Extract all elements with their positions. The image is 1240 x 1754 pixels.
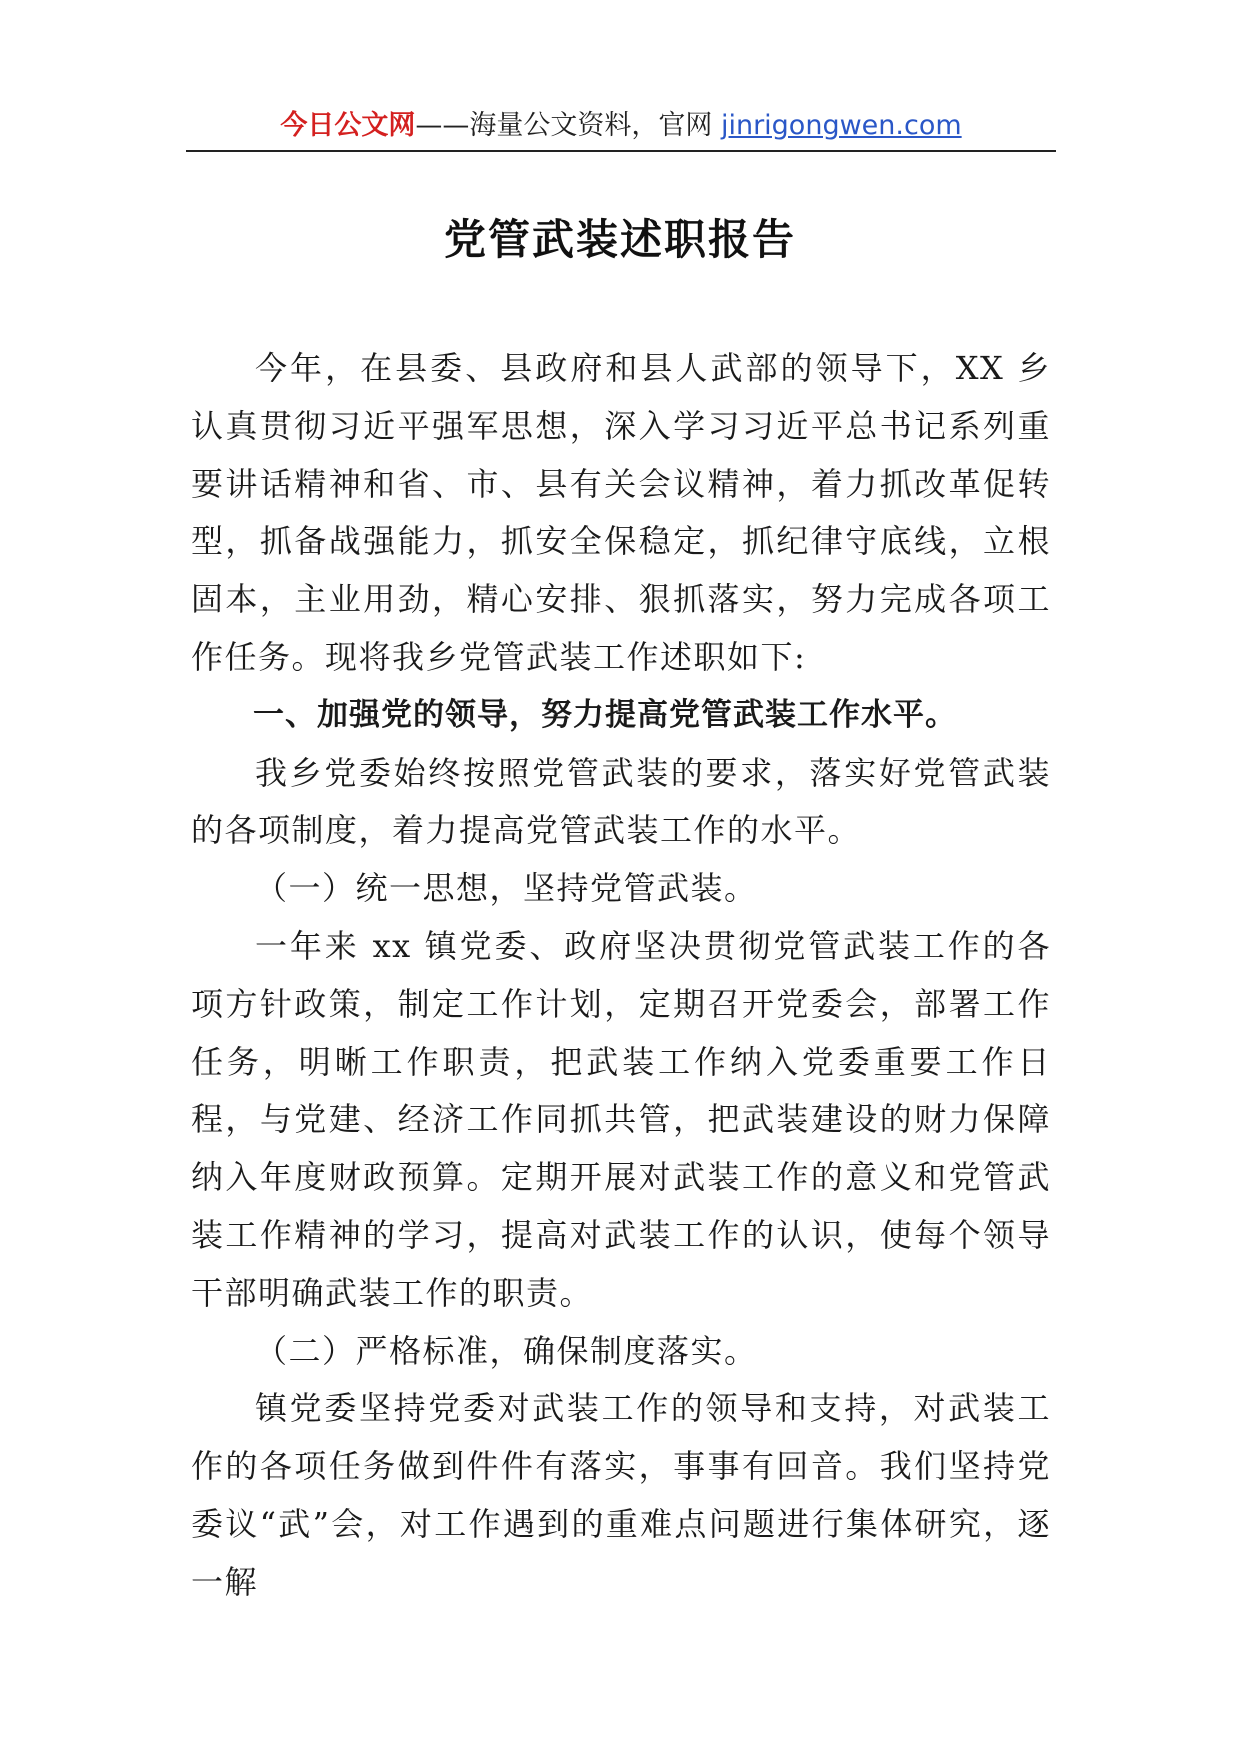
section-heading-1: 一、加强党的领导，努力提高党管武装工作水平。 <box>253 696 957 733</box>
site-link[interactable]: jinrigongwen.com <box>720 110 962 141</box>
subsection-1-paragraph: 一年来 xx 镇党委、政府坚决贯彻党管武装工作的各项方针政策，制定工作计划，定期召开党委会，部署工作任务，明晰工作职责，把武装工作纳入党委重要工作日程，与党建、经济工作同抓共管，把武装建设的财力保障纳入年度财政预算。定期开展对武装工作的意义和党管武装工作精神的学习，提高对武装工作的认识，使每个领导干部明确武装工作的职责。 <box>191 926 1051 1312</box>
document-title: 党管武装述职报告 <box>443 215 796 264</box>
subsection-heading-1: （一）统一思想，坚持党管武装。 <box>255 869 758 908</box>
intro-paragraph: 今年，在县委、县政府和县人武部的领导下，XX 乡认真贯彻习近平强军思想，深入学习习近平总书记系列重要讲话精神和省、市、县有关会议精神，着力抓改革促转型，抓备战强能力，抓安全保稳定，抓纪律守底线，立根固本，主业用劲，精心安排、狠抓落实，努力完成各项工作任务。现将我乡党管武装工作述职如下: <box>191 349 1051 676</box>
brand-name: 今日公文网 <box>280 110 416 141</box>
subsection-2-paragraph: 镇党委坚持党委对武装工作的领导和支持，对武装工作的各项任务做到件件有落实，事事有回音。我们坚持党委议“武”会，对工作遇到的重难点问题进行集体研究，逐一解 <box>191 1389 1051 1601</box>
section-1-paragraph: 我乡党委始终按照党管武装的要求，落实好党管武装的各项制度，着力提高党管武装工作的水平。 <box>191 753 1051 850</box>
document-body <box>191 340 1051 1612</box>
header-tagline: ——海量公文资料，官网 <box>415 110 721 141</box>
page-header <box>186 108 1056 152</box>
subsection-heading-2: （二）严格标准，确保制度落实。 <box>255 1331 758 1370</box>
header-line <box>280 108 961 144</box>
